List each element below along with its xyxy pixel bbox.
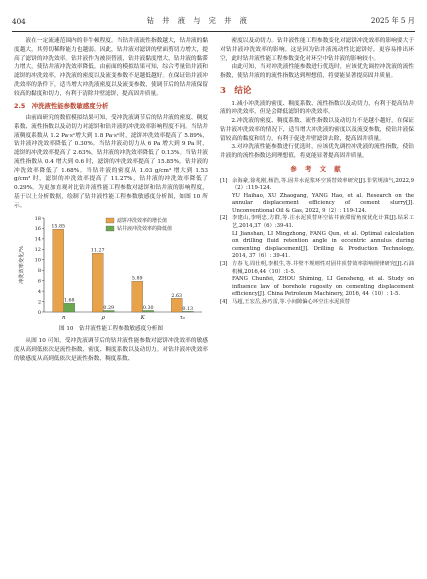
paragraph: 密度以及动切力。钻井液性能工程参数变化对滤饼冲洗效率的影响要大于对钻井液冲洗效率的影响。这是因为钻井液流动性比滤饼好，更容易排出环空，此时钻井液性能工程参数变化对环空中钻井液的影响较小。 — [220, 38, 414, 62]
conclusion-item: 2.冲洗液的密度、稠度系数、流性指数以及动切力不是越小越好，在保证钻井液冲洗效率的情况下，适当增大冲洗液的密度以及流变参数，使钻井液保留较高的黏度和切力，有利于促进井壁滤饼去除，提高固井质量。 — [220, 118, 414, 142]
reference-text: FANG Chunfei, ZHOU Shiming, LI Gensheng, et al. Study on influence law of borehole rugosity on cementing displacement efficiency[J]. China Petroleum Machinery, 2016, 44（10）: 1-5. — [232, 276, 414, 298]
reference-item — [220, 299, 414, 307]
y-tick-label: 14 — [34, 236, 41, 243]
y-tick-label: 6 — [37, 278, 41, 285]
data-label: 0.13 — [182, 307, 194, 313]
sensitivity-chart — [14, 212, 208, 324]
reference-item — [220, 215, 414, 230]
y-tick-label: 0 — [37, 310, 41, 317]
reference-number — [220, 231, 232, 261]
legend-swatch — [106, 226, 114, 231]
page-header — [12, 14, 415, 28]
page-number: 404 — [12, 16, 26, 26]
y-tick-label: 8 — [37, 268, 41, 275]
legend-label: 滤饼冲洗效率的增长值 — [117, 218, 168, 225]
y-tick-label: 2 — [37, 299, 41, 306]
legend-swatch — [106, 218, 114, 223]
journal-name: 钻 井 液 与 完 井 液 — [146, 16, 250, 25]
x-tick-label: ρ — [101, 315, 105, 322]
header-rule — [12, 31, 415, 32]
reference-item — [220, 193, 414, 216]
reference-number: [4] — [220, 299, 228, 305]
reference-text: YU Haihao, XU Zhaogang, YANG Hao, et al. Research on the annular displacement efficiency of cement slurry[J]. Unconventional Oil & Gas, 2022, 9（2）: 119-124. — [232, 192, 414, 214]
reference-item — [220, 261, 414, 276]
conclusion-item: 3.对冲洗液性能参数进行优选时，应该优先调控冲洗液的流性指数，使钻井液的的流性指数达到理想值，将更能显著提高固井质量。 — [220, 144, 414, 159]
data-label: 0.29 — [103, 306, 115, 312]
section-heading: 3 结论 — [220, 85, 252, 96]
reference-text: 马超,王宏岳,孙巧雷,等.小间隙偏心环空注水泥顶替 — [232, 299, 350, 305]
x-tick-label: K — [140, 315, 145, 322]
data-label: 2.63 — [171, 294, 183, 300]
y-tick-label: 12 — [34, 247, 41, 254]
x-tick-label: n — [61, 315, 66, 322]
reference-number: [1] — [220, 177, 228, 184]
reference-text: 李建山,李明忠,方群,等.注水泥顶替环空钻井液滞留角度优化计算[J].钻采工艺,2014,37（6）:39-41. — [232, 215, 414, 230]
paragraph: 由此可知，当对冲洗液性能参数进行优选时，应该优先调控冲洗液的流性指数，使钻井液的的流性指数达到理想值，将要能显著提高固井质量。 — [220, 64, 414, 79]
bar-drilling-fluid — [64, 303, 75, 312]
data-label: 0.30 — [142, 306, 154, 312]
bar-filter-cake — [92, 253, 103, 312]
y-tick-label: 18 — [34, 216, 41, 223]
data-label: 1.68 — [63, 298, 75, 304]
paragraph: 液在一定流速范围内的非牛顿程度。当钻井液流性指数越大，钻井液的黏度越大，其剪切稀释能力也越弱。因此，钻井液对滤饼的壁面剪切力增大，提高了滤饼的冲洗效率。钻井液作为被顶替液，钻井液黏度增大，钻井液的黏滞力增大，使钻井液冲洗效率降低。由前面的模拟结果可知，综合考量钻井液和滤饼的冲洗效率，冲洗液的密度以及流变参数不是越低越好。在保证钻井液冲洗效率的条件下，适当增大冲洗液密度以及流变参数，使调节后的钻井液保留较高的黏度和切力，有利于清除井壁滤饼，提高固井质量。 — [14, 38, 208, 97]
x-tick-label: τ₀ — [179, 315, 185, 322]
reference-item — [220, 276, 414, 299]
reference-number: [2] — [220, 215, 228, 222]
chart-svg — [14, 212, 208, 324]
references-title: 参 考 文 献 — [290, 164, 344, 173]
reference-text: 余海豪,徐兆刚,杨浩,等.固井水泥浆环空顶替效率研究[J].非常规油气,2022,9（2）:119-124. — [232, 177, 414, 192]
y-axis-label: 冲洗效率变化/% — [19, 246, 25, 285]
y-tick-label: 4 — [37, 289, 41, 296]
bar-filter-cake — [132, 281, 143, 312]
right-column — [220, 37, 414, 307]
issue-date: 2025 年 5 月 — [370, 16, 415, 25]
reference-number: [3] — [220, 261, 228, 268]
paragraph: 从图 10 可知，受冲洗液调节后的钻井液性能参数对滤饼冲洗效率的敏感度从高到低依次是流性指数、密度、稠度系数以及动切力。对钻井液冲洗效率的敏感度从高到低依次是流性指数、稠度系数、 — [14, 338, 208, 362]
data-label: 11.27 — [90, 248, 105, 254]
reference-text: LI Jianshan, LI Mingzhong, FANG Qun, et al. Optimal calculation on drilling fluid retention angle in eccentric annulus during cementing displacement[J]. Drilling & Production Technology, 2014, 37（6）: 39-41. — [232, 230, 414, 260]
y-tick-label: 16 — [34, 226, 41, 233]
y-tick-label: 10 — [34, 257, 41, 264]
section-heading: 2.5 冲洗液性能参数敏感度分析 — [14, 102, 109, 111]
reference-number — [220, 276, 232, 299]
left-column — [14, 37, 208, 363]
reference-list — [220, 178, 414, 307]
reference-item — [220, 178, 414, 193]
bar-filter-cake — [53, 229, 64, 312]
conclusion-item: 1.减小冲洗液的密度、稠度系数、流性指数以及动切力，有利于提高钻井液的冲洗效率，但是会降低滤饼的冲洗效率。 — [220, 100, 414, 116]
reference-text: 方春飞,周仕明,李根生,等.井壁不规则性对固井顶替效率影响规律研究[J].石油机械,2016,44（10）:1-5. — [232, 261, 414, 275]
bar-filter-cake — [171, 299, 182, 313]
paragraph: 由前面研究的数值模拟结果可知，受冲洗液调节后的钻井液的密度、稠度系数、流性指数以及动切力对滤饼和钻井液的冲洗效率影响程度不同。当钻井液稠度系数从 1.2 Pa·sⁿ增大到 1.8 Pa·sⁿ时，滤饼冲洗效率提高了 5.89%，钻井液冲洗效率降低了 0.30%。当钻井液动切力从 6 Pa 增大到 9 Pa 时，滤饼的冲洗效率提高了 2.63%，钻井液的冲洗效率降低了 0.13%。当钻井液流性指数从 0.4 增大到 0.6 时，滤饼的冲洗效率提高了 15.85%，钻井液的冲洗效率降低了 1.68%。当钻井液的密度从 1.03 g/cm³ 增大到 1.53 g/cm³ 时，滤饼的冲洗效率提高了 11.27%，钻井液的冲洗效率降低了 0.29%。为更加直观对比钻井液性能工程参数对滤饼和钻井液的影响程度，基于以上分析数据，绘制了钻井液性能工程参数敏感度分析图，如图 10 所示。 — [14, 115, 208, 209]
figure-caption: 图 10 钻井液性能工程参数敏感度分析图 — [59, 326, 163, 333]
data-label: 15.85 — [51, 224, 66, 230]
reference-number — [220, 193, 232, 216]
legend-label: 钻井液冲洗效率的降低值 — [117, 226, 173, 233]
data-label: 5.89 — [131, 276, 143, 282]
reference-item — [220, 231, 414, 261]
